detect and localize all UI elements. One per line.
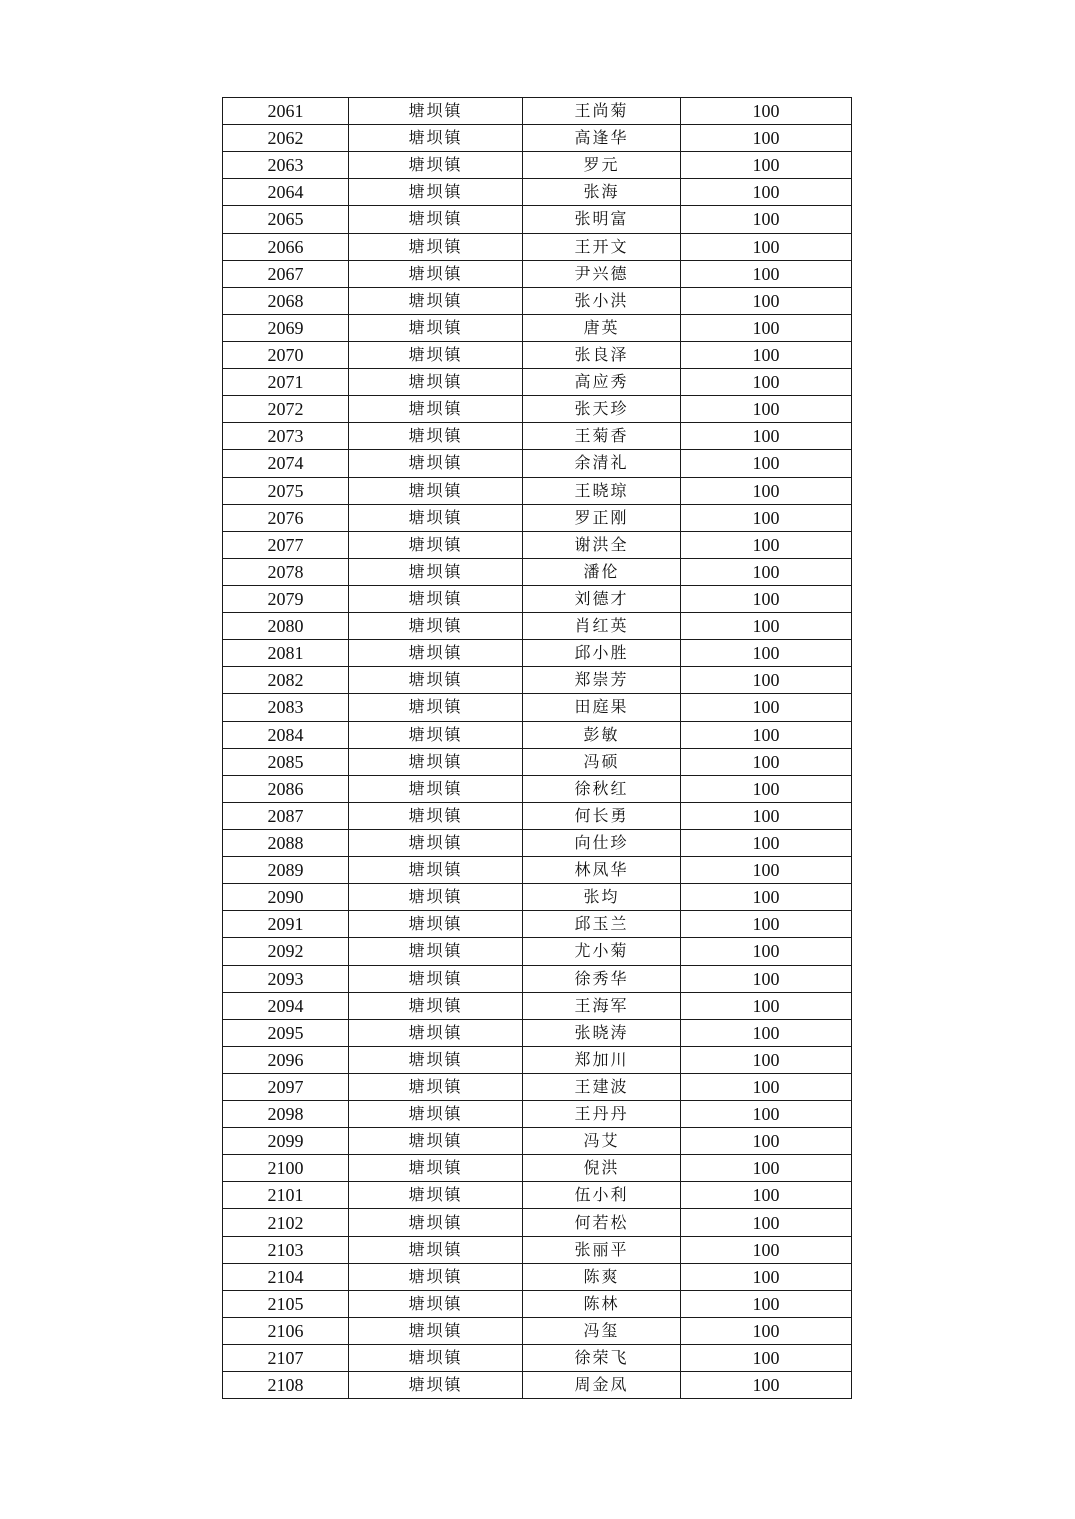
town-cell: 塘坝镇 [349,287,523,314]
serial-number-cell: 2099 [223,1128,349,1155]
serial-number-cell: 2090 [223,884,349,911]
table-row [223,1345,852,1372]
person-name-cell: 张均 [523,884,681,911]
town-cell: 塘坝镇 [349,1263,523,1290]
serial-number-cell: 2085 [223,748,349,775]
serial-number-cell: 2061 [223,98,349,125]
person-name-cell: 王晓琼 [523,477,681,504]
town-cell: 塘坝镇 [349,694,523,721]
person-name-cell: 张良泽 [523,341,681,368]
person-name-cell: 尤小菊 [523,938,681,965]
amount-cell: 100 [681,1317,852,1344]
table-row [223,287,852,314]
amount-cell: 100 [681,911,852,938]
serial-number-cell: 2066 [223,233,349,260]
town-cell: 塘坝镇 [349,992,523,1019]
table-row [223,992,852,1019]
amount-cell: 100 [681,531,852,558]
serial-number-cell: 2096 [223,1046,349,1073]
town-cell: 塘坝镇 [349,884,523,911]
town-cell: 塘坝镇 [349,369,523,396]
person-name-cell: 冯艾 [523,1128,681,1155]
amount-cell: 100 [681,585,852,612]
serial-number-cell: 2082 [223,667,349,694]
serial-number-cell: 2062 [223,125,349,152]
amount-cell: 100 [681,206,852,233]
amount-cell: 100 [681,152,852,179]
town-cell: 塘坝镇 [349,558,523,585]
person-name-cell: 张明富 [523,206,681,233]
table-row [223,341,852,368]
town-cell: 塘坝镇 [349,1019,523,1046]
table-row [223,450,852,477]
town-cell: 塘坝镇 [349,613,523,640]
serial-number-cell: 2068 [223,287,349,314]
table-row [223,369,852,396]
town-cell: 塘坝镇 [349,179,523,206]
town-cell: 塘坝镇 [349,477,523,504]
serial-number-cell: 2079 [223,585,349,612]
serial-number-cell: 2107 [223,1345,349,1372]
town-cell: 塘坝镇 [349,341,523,368]
person-name-cell: 潘伦 [523,558,681,585]
person-name-cell: 高逢华 [523,125,681,152]
person-name-cell: 徐秋红 [523,775,681,802]
table-row [223,125,852,152]
person-name-cell: 张小洪 [523,287,681,314]
town-cell: 塘坝镇 [349,585,523,612]
serial-number-cell: 2078 [223,558,349,585]
table-row [223,1019,852,1046]
serial-number-cell: 2094 [223,992,349,1019]
town-cell: 塘坝镇 [349,531,523,558]
amount-cell: 100 [681,938,852,965]
town-cell: 塘坝镇 [349,857,523,884]
serial-number-cell: 2081 [223,640,349,667]
table-row [223,694,852,721]
town-cell: 塘坝镇 [349,98,523,125]
person-name-cell: 彭敏 [523,721,681,748]
person-name-cell: 伍小利 [523,1182,681,1209]
town-cell: 塘坝镇 [349,911,523,938]
table-row [223,1128,852,1155]
town-cell: 塘坝镇 [349,1182,523,1209]
amount-cell: 100 [681,341,852,368]
town-cell: 塘坝镇 [349,1372,523,1399]
table-row [223,504,852,531]
amount-cell: 100 [681,423,852,450]
table-row [223,1182,852,1209]
amount-cell: 100 [681,1155,852,1182]
person-name-cell: 唐英 [523,314,681,341]
table-row [223,423,852,450]
amount-cell: 100 [681,775,852,802]
person-name-cell: 罗正刚 [523,504,681,531]
amount-cell: 100 [681,98,852,125]
serial-number-cell: 2080 [223,613,349,640]
person-name-cell: 尹兴德 [523,260,681,287]
person-name-cell: 张天珍 [523,396,681,423]
table-row [223,477,852,504]
person-name-cell: 何长勇 [523,802,681,829]
serial-number-cell: 2076 [223,504,349,531]
table-row [223,748,852,775]
table-row [223,179,852,206]
town-cell: 塘坝镇 [349,314,523,341]
person-name-cell: 肖红英 [523,613,681,640]
table-row [223,206,852,233]
serial-number-cell: 2104 [223,1263,349,1290]
serial-number-cell: 2103 [223,1236,349,1263]
table-row [223,1317,852,1344]
serial-number-cell: 2077 [223,531,349,558]
town-cell: 塘坝镇 [349,1101,523,1128]
person-name-cell: 余清礼 [523,450,681,477]
table-row [223,1155,852,1182]
town-cell: 塘坝镇 [349,1046,523,1073]
person-name-cell: 王建波 [523,1073,681,1100]
amount-cell: 100 [681,1046,852,1073]
town-cell: 塘坝镇 [349,152,523,179]
amount-cell: 100 [681,1073,852,1100]
table-row [223,98,852,125]
town-cell: 塘坝镇 [349,1209,523,1236]
table-row [223,233,852,260]
amount-cell: 100 [681,233,852,260]
town-cell: 塘坝镇 [349,423,523,450]
amount-cell: 100 [681,640,852,667]
table-row [223,1372,852,1399]
town-cell: 塘坝镇 [349,829,523,856]
person-name-cell: 徐荣飞 [523,1345,681,1372]
amount-cell: 100 [681,504,852,531]
amount-cell: 100 [681,829,852,856]
table-row [223,1209,852,1236]
person-name-cell: 王尚菊 [523,98,681,125]
serial-number-cell: 2102 [223,1209,349,1236]
table-row [223,1046,852,1073]
town-cell: 塘坝镇 [349,1317,523,1344]
town-cell: 塘坝镇 [349,450,523,477]
amount-cell: 100 [681,477,852,504]
amount-cell: 100 [681,260,852,287]
serial-number-cell: 2073 [223,423,349,450]
amount-cell: 100 [681,613,852,640]
table-row [223,1263,852,1290]
serial-number-cell: 2069 [223,314,349,341]
amount-cell: 100 [681,1263,852,1290]
person-name-cell: 陈爽 [523,1263,681,1290]
table-row [223,775,852,802]
person-name-cell: 刘德才 [523,585,681,612]
table-row [223,965,852,992]
serial-number-cell: 2084 [223,721,349,748]
amount-cell: 100 [681,179,852,206]
town-cell: 塘坝镇 [349,748,523,775]
amount-cell: 100 [681,694,852,721]
table-row [223,585,852,612]
town-cell: 塘坝镇 [349,233,523,260]
table-row [223,1073,852,1100]
person-name-cell: 冯硕 [523,748,681,775]
amount-cell: 100 [681,884,852,911]
amount-cell: 100 [681,558,852,585]
town-cell: 塘坝镇 [349,396,523,423]
town-cell: 塘坝镇 [349,965,523,992]
person-name-cell: 张晓涛 [523,1019,681,1046]
serial-number-cell: 2095 [223,1019,349,1046]
person-name-cell: 高应秀 [523,369,681,396]
table-row [223,667,852,694]
person-name-cell: 周金凤 [523,1372,681,1399]
person-name-cell: 田庭果 [523,694,681,721]
serial-number-cell: 2101 [223,1182,349,1209]
serial-number-cell: 2067 [223,260,349,287]
amount-cell: 100 [681,1019,852,1046]
serial-number-cell: 2065 [223,206,349,233]
amount-cell: 100 [681,667,852,694]
person-name-cell: 张海 [523,179,681,206]
serial-number-cell: 2075 [223,477,349,504]
amount-cell: 100 [681,1128,852,1155]
town-cell: 塘坝镇 [349,938,523,965]
table-row [223,721,852,748]
person-name-cell: 王开文 [523,233,681,260]
table-row [223,314,852,341]
person-name-cell: 邱小胜 [523,640,681,667]
amount-cell: 100 [681,314,852,341]
amount-cell: 100 [681,965,852,992]
amount-cell: 100 [681,721,852,748]
table-row [223,857,852,884]
town-cell: 塘坝镇 [349,1236,523,1263]
person-name-cell: 林凤华 [523,857,681,884]
serial-number-cell: 2098 [223,1101,349,1128]
person-name-cell: 徐秀华 [523,965,681,992]
table-row [223,531,852,558]
town-cell: 塘坝镇 [349,1155,523,1182]
serial-number-cell: 2071 [223,369,349,396]
town-cell: 塘坝镇 [349,260,523,287]
person-name-cell: 王海军 [523,992,681,1019]
table-row [223,1101,852,1128]
table-row [223,260,852,287]
table-row [223,640,852,667]
amount-cell: 100 [681,1290,852,1317]
town-cell: 塘坝镇 [349,1073,523,1100]
amount-cell: 100 [681,287,852,314]
person-name-cell: 王菊香 [523,423,681,450]
serial-number-cell: 2064 [223,179,349,206]
amount-cell: 100 [681,992,852,1019]
amount-cell: 100 [681,125,852,152]
town-cell: 塘坝镇 [349,206,523,233]
roster-table-body [223,98,852,1399]
person-name-cell: 郑加川 [523,1046,681,1073]
amount-cell: 100 [681,450,852,477]
town-cell: 塘坝镇 [349,667,523,694]
amount-cell: 100 [681,1101,852,1128]
person-name-cell: 倪洪 [523,1155,681,1182]
serial-number-cell: 2093 [223,965,349,992]
amount-cell: 100 [681,802,852,829]
serial-number-cell: 2097 [223,1073,349,1100]
serial-number-cell: 2087 [223,802,349,829]
person-name-cell: 谢洪全 [523,531,681,558]
amount-cell: 100 [681,396,852,423]
serial-number-cell: 2074 [223,450,349,477]
town-cell: 塘坝镇 [349,721,523,748]
serial-number-cell: 2108 [223,1372,349,1399]
table-row [223,1236,852,1263]
town-cell: 塘坝镇 [349,1128,523,1155]
serial-number-cell: 2091 [223,911,349,938]
person-name-cell: 冯玺 [523,1317,681,1344]
town-cell: 塘坝镇 [349,775,523,802]
person-name-cell: 陈林 [523,1290,681,1317]
table-row [223,938,852,965]
roster-table [222,97,852,1399]
serial-number-cell: 2100 [223,1155,349,1182]
serial-number-cell: 2105 [223,1290,349,1317]
amount-cell: 100 [681,748,852,775]
town-cell: 塘坝镇 [349,802,523,829]
serial-number-cell: 2106 [223,1317,349,1344]
person-name-cell: 罗元 [523,152,681,179]
serial-number-cell: 2089 [223,857,349,884]
table-row [223,911,852,938]
table-row [223,802,852,829]
table-row [223,829,852,856]
serial-number-cell: 2086 [223,775,349,802]
person-name-cell: 王丹丹 [523,1101,681,1128]
serial-number-cell: 2072 [223,396,349,423]
amount-cell: 100 [681,1209,852,1236]
person-name-cell: 向仕珍 [523,829,681,856]
town-cell: 塘坝镇 [349,1290,523,1317]
amount-cell: 100 [681,1372,852,1399]
serial-number-cell: 2083 [223,694,349,721]
table-row [223,613,852,640]
town-cell: 塘坝镇 [349,1345,523,1372]
serial-number-cell: 2070 [223,341,349,368]
town-cell: 塘坝镇 [349,504,523,531]
amount-cell: 100 [681,1345,852,1372]
serial-number-cell: 2092 [223,938,349,965]
amount-cell: 100 [681,1236,852,1263]
person-name-cell: 张丽平 [523,1236,681,1263]
amount-cell: 100 [681,857,852,884]
table-row [223,558,852,585]
town-cell: 塘坝镇 [349,640,523,667]
amount-cell: 100 [681,369,852,396]
serial-number-cell: 2063 [223,152,349,179]
serial-number-cell: 2088 [223,829,349,856]
person-name-cell: 郑崇芳 [523,667,681,694]
table-row [223,152,852,179]
amount-cell: 100 [681,1182,852,1209]
town-cell: 塘坝镇 [349,125,523,152]
person-name-cell: 邱玉兰 [523,911,681,938]
table-row [223,396,852,423]
table-row [223,1290,852,1317]
table-row [223,884,852,911]
person-name-cell: 何若松 [523,1209,681,1236]
